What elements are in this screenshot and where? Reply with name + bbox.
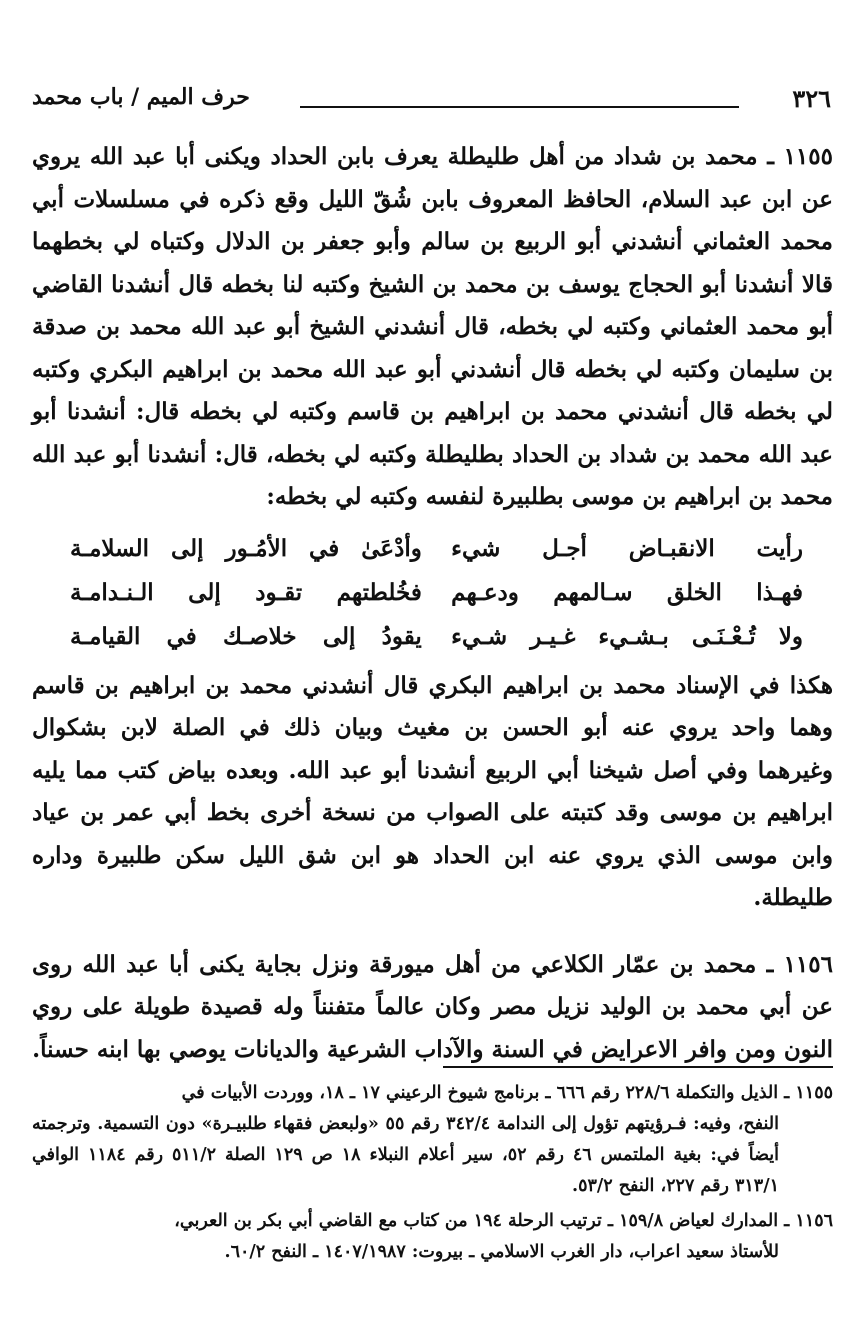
footnote-1155 <box>32 1078 833 1202</box>
page-number: ٣٢٦ <box>792 84 831 113</box>
footnote-continuation: للأستاذ سعيد اعراب، دار الغرب الاسلامي ـ بيروت: ١٤٠٧/١٩٨٧ ـ النفح ٦٠/٢. <box>224 1242 779 1262</box>
main-text <box>32 136 833 1071</box>
poem-verse <box>70 615 803 659</box>
verse-first-hemistich: رأيت الانقبـاض أجـل شيء <box>451 534 803 562</box>
footnotes <box>32 1078 833 1272</box>
verse-second-hemistich: فخُلطتهم تقـود إلى الـنـدامـة <box>70 578 422 606</box>
verse-first-hemistich: ولا تُـعْـنَـى بـشـيء غـيـر شـيء <box>451 622 803 650</box>
footnote-rule <box>443 1066 833 1068</box>
footnote-1156 <box>32 1206 833 1268</box>
verse-second-hemistich: وأدْعَىٰ في الأمُـور إلى السلامـة <box>70 534 422 562</box>
entry-1155-paragraph: ١١٥٥ ـ محمد بن شداد من أهل طليطلة يعرف بابن الحداد ويكنى أبا عبد الله يروي عن ابن عبد السلام، الحافظ المعروف بابن شُقّ الليل وقع ذكره في مسلسلات أبي محمد العثماني أنشدني أبو الربيع بن سالم وأبو جعفر بن الدلال وكتباه لي بخطهما قالا أنشدنا أبو الحجاج يوسف بن محمد بن الشيخ وكتبه لنا بخطه قال أنشدنا القاضي أبو محمد العثماني وكتبه لي بخطه، قال أنشدني الشيخ أبو عبد الله محمد بن صدقة بن سليمان وكتبه لي بخطه قال أنشدني أبو عبد الله محمد بن ابراهيم البكري وكتبه لي بخطه قال أنشدني محمد بن ابراهيم بن قاسم وكتبه لي بخطه قال: أنشدنا أبو عبد الله محمد بن شداد بن الحداد بطليطلة وكتبه لي بخطه، قال: أنشدنا أبو عبد الله محمد بن ابراهيم بن موسى بطلبيرة لنفسه وكتبه لي بخطه: <box>32 143 833 510</box>
entry-1156-paragraph: ١١٥٦ ـ محمد بن عمّار الكلاعي من أهل ميورقة ونزل بجاية يكنى أبا عبد الله روى عن أبي محمد بن الوليد نزيل مصر وكان عالماً متفنناً وله قصيدة طويلة على روي النون ومن وافر الاعرايض في السنة والآداب الشرعية والديانات يوصي بها ابنه حسناً. <box>32 950 833 1063</box>
verse-first-hemistich: فهـذا الخلق سـالمهم ودعـهم <box>451 578 803 606</box>
footnote-continuation: النفح، وفيه: فـرؤيتهم تؤول إلى الندامة ٣٤٢/٤ رقم ٥٥ «ولبعض فقهاء طلبيـرة» دون التسمية. وترجمته أيضاً في: بغية الملتمس ٤٦ رقم ٥٢، سير أعلام النبلاء ١٨ ص ١٢٩ الصلة ٥١١/٢ رقم ١١٨٤ الوافي ٣١٣/١ رقم ٢٢٧، النفح ٥٣/٢. <box>32 1114 780 1196</box>
poem <box>70 527 803 659</box>
verse-second-hemistich: يقودُ إلى خلاصـك في القيامـة <box>70 622 422 650</box>
entry-1155-commentary: هكذا في الإسناد محمد بن ابراهيم البكري قال أنشدني محمد بن ابراهيم بن قاسم وهما واحد يروي عنه أبو الحسن بن مغيث وبيان ذلك في الصلة لابن بشكوال وغيرهما وفي أصل شيخنا أبي الربيع أنشدنا أبو عبد الله. وبعده بياض كتب مما يليه ابراهيم بن موسى وقد كتبته على الصواب من نسخة أخرى بخط أبي عمر بن عياد وابن موسى الذي يروي عنه ابن الحداد هو ابن شق الليل سكن طلبيرة وداره طليطلة. <box>32 671 833 911</box>
page-header <box>32 84 831 116</box>
poem-verse <box>70 527 803 571</box>
footnote-first-line: ١١٥٦ ـ المدارك لعياض ١٥٩/٨ ـ ترتيب الرحلة ١٩٤ من كتاب مع القاضي أبي بكر بن العربي، <box>174 1211 833 1231</box>
header-rule <box>300 106 739 108</box>
running-title: حرف الميم / باب محمد <box>32 84 250 110</box>
poem-verse <box>70 571 803 615</box>
footnote-first-line: ١١٥٥ ـ الذيل والتكملة ٢٢٨/٦ رقم ٦٦٦ ـ برنامج شيوخ الرعيني ١٧ ـ ١٨، ووردت الأبيات في <box>181 1083 833 1103</box>
